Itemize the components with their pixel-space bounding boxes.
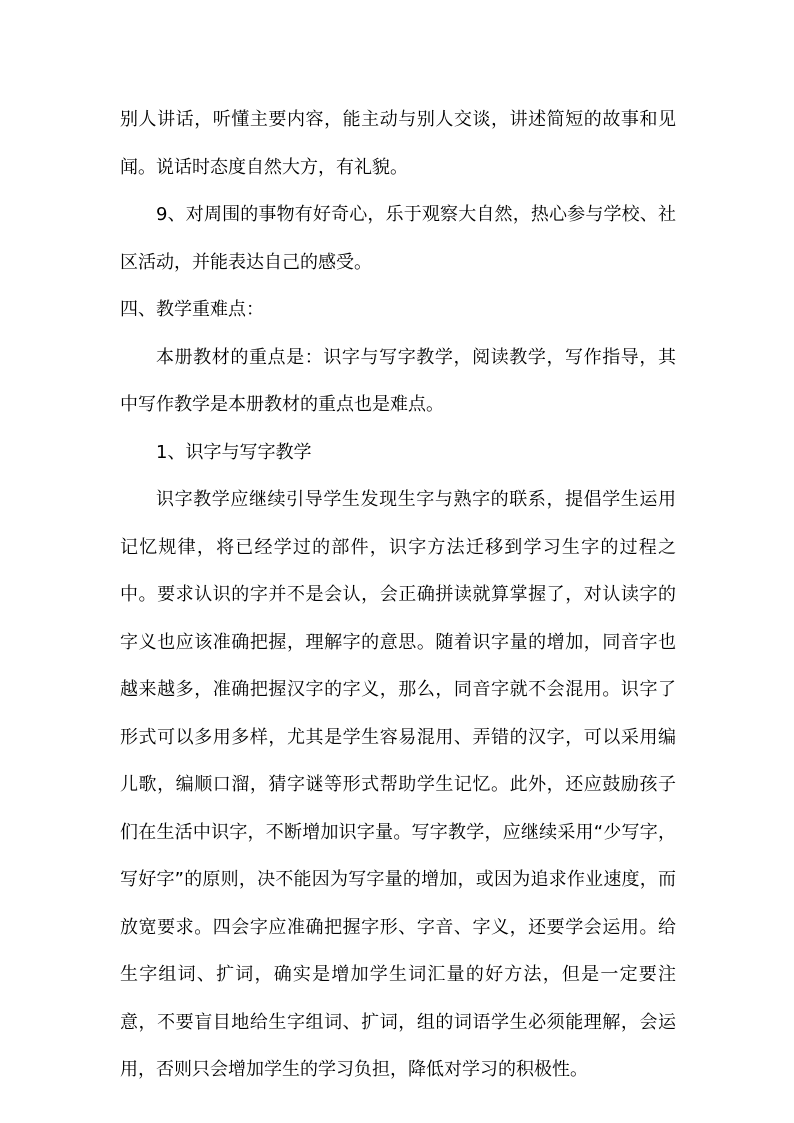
document-body [120,96,676,1094]
paragraph-item-9: 9、对周围的事物有好奇心，乐于观察大自然，热心参与学校、社区活动，并能表达自己的感受。 [120,204,676,273]
paragraph-listening-speaking: 别人讲话，听懂主要内容，能主动与别人交谈，讲述简短的故事和见闻。说话时态度自然大方，有礼貌。 [120,109,676,178]
paragraph-key-points: 本册教材的重点是：识字与写字教学，阅读教学，写作指导，其中写作教学是本册教材的重点也是难点。 [120,346,676,415]
paragraph-literacy-teaching: 识字教学应继续引导学生发现生字与熟字的联系，提倡学生运用记忆规律，将已经学过的部件，识字方法迁移到学习生字的过程之中。要求认识的字并不是会认，会正确拼读就算掌握了，对认读字的字义也应该准确把握，理解字的意思。随着识字量的增加，同音字也越来越多，准确把握汉字的字义，那么，同音字就不会混用。识字了形式可以多用多样，尤其是学生容易混用、弄错的汉字，可以采用编儿歌，编顺口溜，猜字谜等形式帮助学生记忆。此外，还应鼓励孩子们在生活中识字，不断增加识字量。写字教学，应继续采用“少写字，写好字”的原则，决不能因为写字量的增加，或因为追求作业速度，而放宽要求。四会字应准确把握字形、字音、字义，还要学会运用。给生字组词、扩词，确实是增加学生词汇量的好方法，但是一定要注意，不要盲目地给生字组词、扩词，组的词语学生必须能理解，会运用，否则只会增加学生的学习负担，降低对学习的积极性。 [120,489,676,1080]
subheading-literacy-writing: 1、识字与写字教学 [156,441,312,463]
section-heading-key-difficulties: 四、教学重难点： [120,299,264,320]
